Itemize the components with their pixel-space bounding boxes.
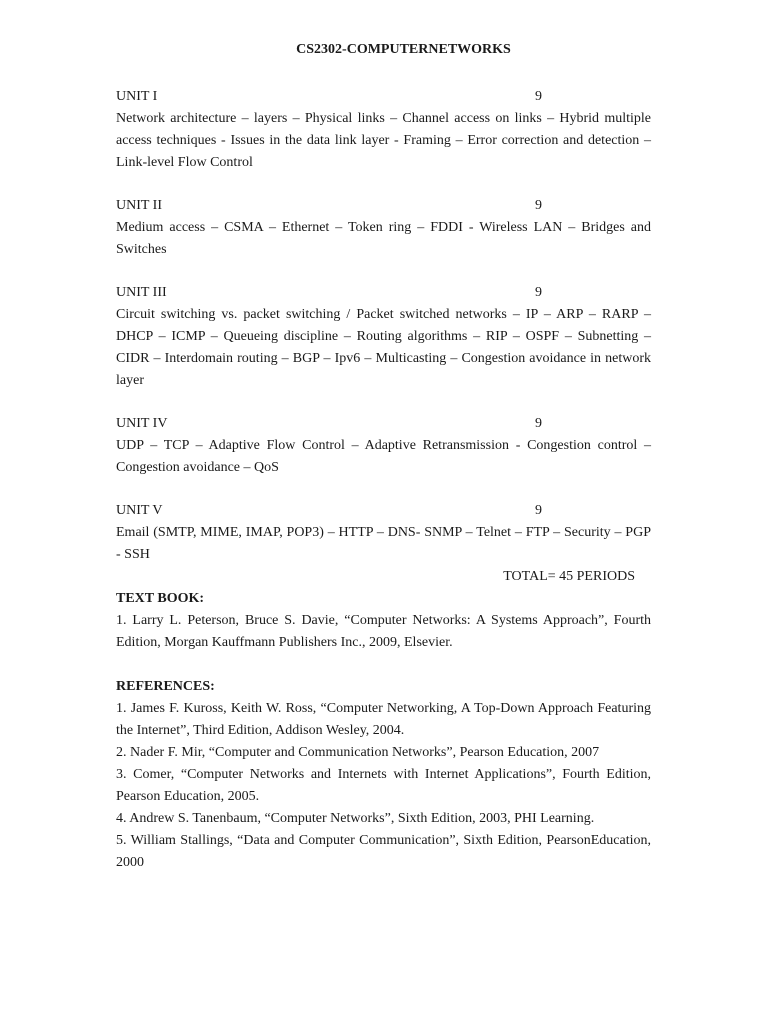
syllabus-page <box>116 36 651 874</box>
course-title: CS2302-COMPUTERNETWORKS <box>296 42 511 57</box>
unit-hours: 9 <box>535 416 542 431</box>
unit-label: UNIT III <box>116 285 167 300</box>
unit-2 <box>116 195 651 261</box>
unit-hours: 9 <box>535 503 542 518</box>
unit-5 <box>116 500 651 566</box>
textbook-heading: TEXT BOOK: <box>116 591 205 606</box>
reference-item: 3. Comer, “Computer Networks and Internets with Internet Applications”, Fourth Edition, Pearson Education, 2005. <box>116 767 651 804</box>
reference-item: 2. Nader F. Mir, “Computer and Communication Networks”, Pearson Education, 2007 <box>116 745 600 760</box>
total-periods: TOTAL= 45 PERIODS <box>503 569 635 584</box>
references-heading: REFERENCES: <box>116 679 215 694</box>
unit-label: UNIT II <box>116 198 163 213</box>
reference-item: 4. Andrew S. Tanenbaum, “Computer Networks”, Sixth Edition, 2003, PHI Learning. <box>116 811 595 826</box>
unit-1 <box>116 86 651 174</box>
unit-content: Circuit switching vs. packet switching / Packet switched networks – IP – ARP – RARP – DHCP – ICMP – Queueing discipline – Routing algorithms – RIP – OSPF – Subnetting – CIDR – Interdomain routing – BGP – Ipv6 – Multicasting – Congestion avoidance in network layer <box>116 307 651 388</box>
unit-header <box>116 500 651 522</box>
unit-header <box>116 195 651 217</box>
unit-3 <box>116 282 651 392</box>
unit-4 <box>116 413 651 479</box>
reference-item: 5. William Stallings, “Data and Computer Communication”, Sixth Edition, PearsonEducation, 2000 <box>116 833 651 870</box>
spacer <box>116 654 651 676</box>
unit-header <box>116 282 651 304</box>
unit-content: Network architecture – layers – Physical links – Channel access on links – Hybrid multiple access techniques - Issues in the data link layer - Framing – Error correction and detection – Link-level Flow Control <box>116 111 651 170</box>
unit-label: UNIT V <box>116 503 163 518</box>
unit-label: UNIT IV <box>116 416 168 431</box>
unit-hours: 9 <box>535 198 542 213</box>
reference-item: 1. James F. Kuross, Keith W. Ross, “Computer Networking, A Top-Down Approach Featuring the Internet”, Third Edition, Addison Wesley, 2004. <box>116 701 651 738</box>
unit-label: UNIT I <box>116 89 158 104</box>
unit-content: UDP – TCP – Adaptive Flow Control – Adaptive Retransmission - Congestion control –Congestion avoidance – QoS <box>116 438 651 475</box>
unit-content: Medium access – CSMA – Ethernet – Token ring – FDDI - Wireless LAN – Bridges and Switches <box>116 220 651 257</box>
unit-header <box>116 86 651 108</box>
textbook-item: 1. Larry L. Peterson, Bruce S. Davie, “Computer Networks: A Systems Approach”, Fourth Edition, Morgan Kauffmann Publishers Inc., 2009, Elsevier. <box>116 613 651 650</box>
unit-content: Email (SMTP, MIME, IMAP, POP3) – HTTP – DNS- SNMP – Telnet – FTP – Security – PGP - SSH <box>116 525 651 562</box>
unit-hours: 9 <box>535 285 542 300</box>
unit-header <box>116 413 651 435</box>
unit-hours: 9 <box>535 89 542 104</box>
